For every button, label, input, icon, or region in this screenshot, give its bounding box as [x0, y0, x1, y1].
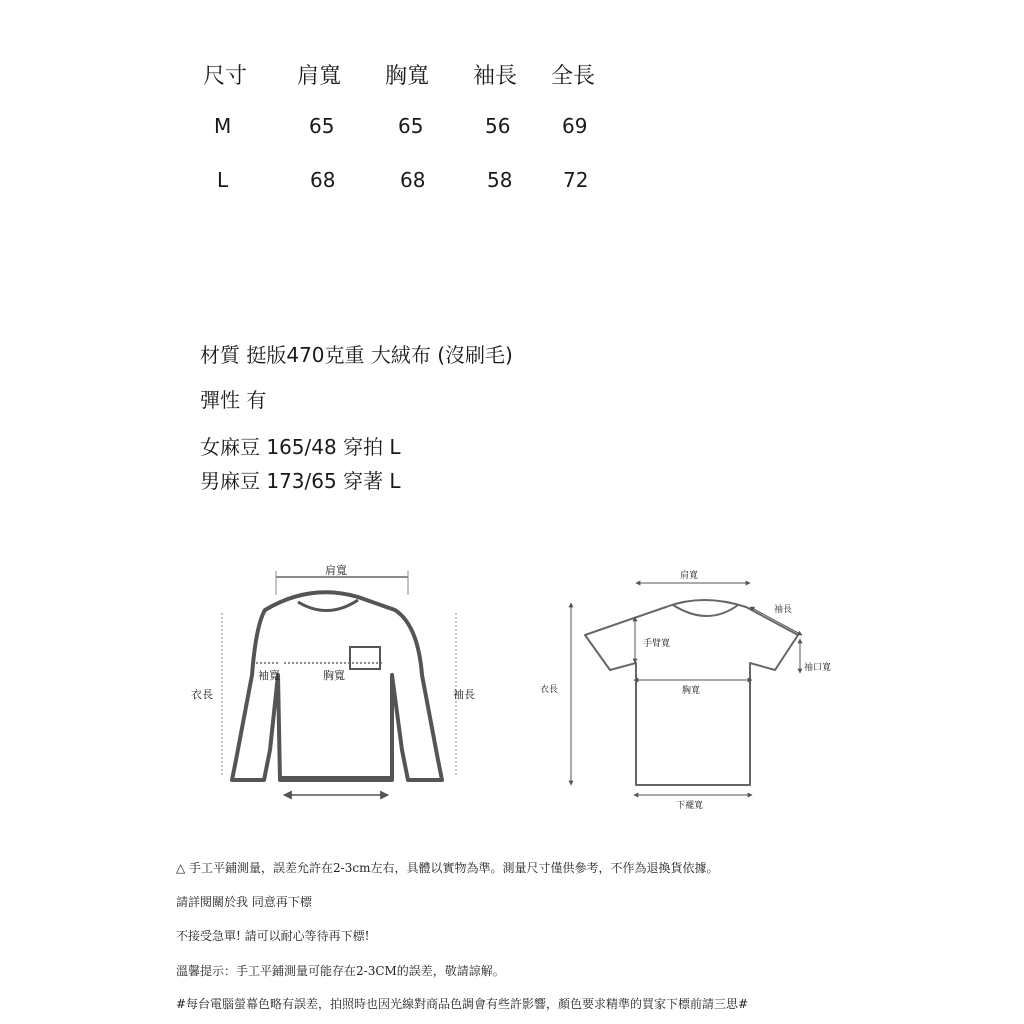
note-reminder: 溫馨提示：手工平鋪測量可能存在2-3CM的誤差，敬請諒解。	[176, 964, 505, 978]
long-sleeve-diagram	[180, 555, 500, 840]
female-model-text: 女麻豆 165/48 穿拍 L	[200, 435, 401, 459]
table-cell: 65	[309, 114, 335, 138]
table-cell: 69	[562, 114, 588, 138]
label-sleeve-width: 袖寬	[258, 669, 280, 682]
table-cell: 56	[485, 114, 511, 138]
material-text: 材質 挺版470克重 大絨布 (沒刷毛)	[200, 343, 513, 367]
table-cell: L	[217, 168, 229, 192]
label-chest: 胸寬	[682, 686, 701, 696]
label-shoulder: 肩寬	[680, 571, 699, 581]
sweater-outline	[232, 592, 442, 780]
label-body-length: 衣長	[191, 688, 213, 701]
table-cell: M	[214, 114, 232, 138]
note-measurement: △ 手工平鋪測量，誤差允許在2-3cm左右，具體以實物為準。測量尺寸僅供參考，不作為退換貨依據。	[176, 861, 719, 875]
table-cell: 68	[400, 168, 426, 192]
elasticity-text: 彈性 有	[200, 388, 267, 412]
note-color: #每台電腦螢幕色略有誤差，拍照時也因光線對商品色調會有些許影響，顏色要求精準的買家下標前請三思#	[176, 997, 749, 1011]
label-hem: 下襬寬	[676, 801, 704, 811]
header-size: 尺寸	[203, 64, 248, 89]
table-cell: 68	[310, 168, 336, 192]
table-cell: 58	[487, 168, 513, 192]
table-cell: 65	[398, 114, 424, 138]
header-chest: 胸寬	[385, 64, 430, 89]
label-shoulder: 肩寬	[325, 564, 347, 577]
note-read-about: 請詳閱關於我 同意再下標	[176, 895, 312, 909]
short-sleeve-diagram	[538, 565, 848, 815]
male-model-text: 男麻豆 173/65 穿著 L	[200, 469, 401, 493]
note-no-rush: 不接受急單! 請可以耐心等待再下標!	[176, 929, 370, 943]
header-shoulder: 肩寬	[297, 64, 342, 89]
table-cell: 72	[563, 168, 589, 192]
label-chest: 胸寬	[323, 669, 345, 682]
label-arm-width: 手臂寬	[643, 639, 671, 649]
label-sleeve-length: 袖長	[774, 605, 793, 615]
label-body-length: 衣長	[540, 685, 559, 695]
label-sleeve-length: 袖長	[453, 688, 475, 701]
label-cuff-width: 袖口寬	[804, 663, 832, 673]
header-sleeve: 袖長	[473, 64, 518, 89]
header-length: 全長	[551, 64, 596, 89]
